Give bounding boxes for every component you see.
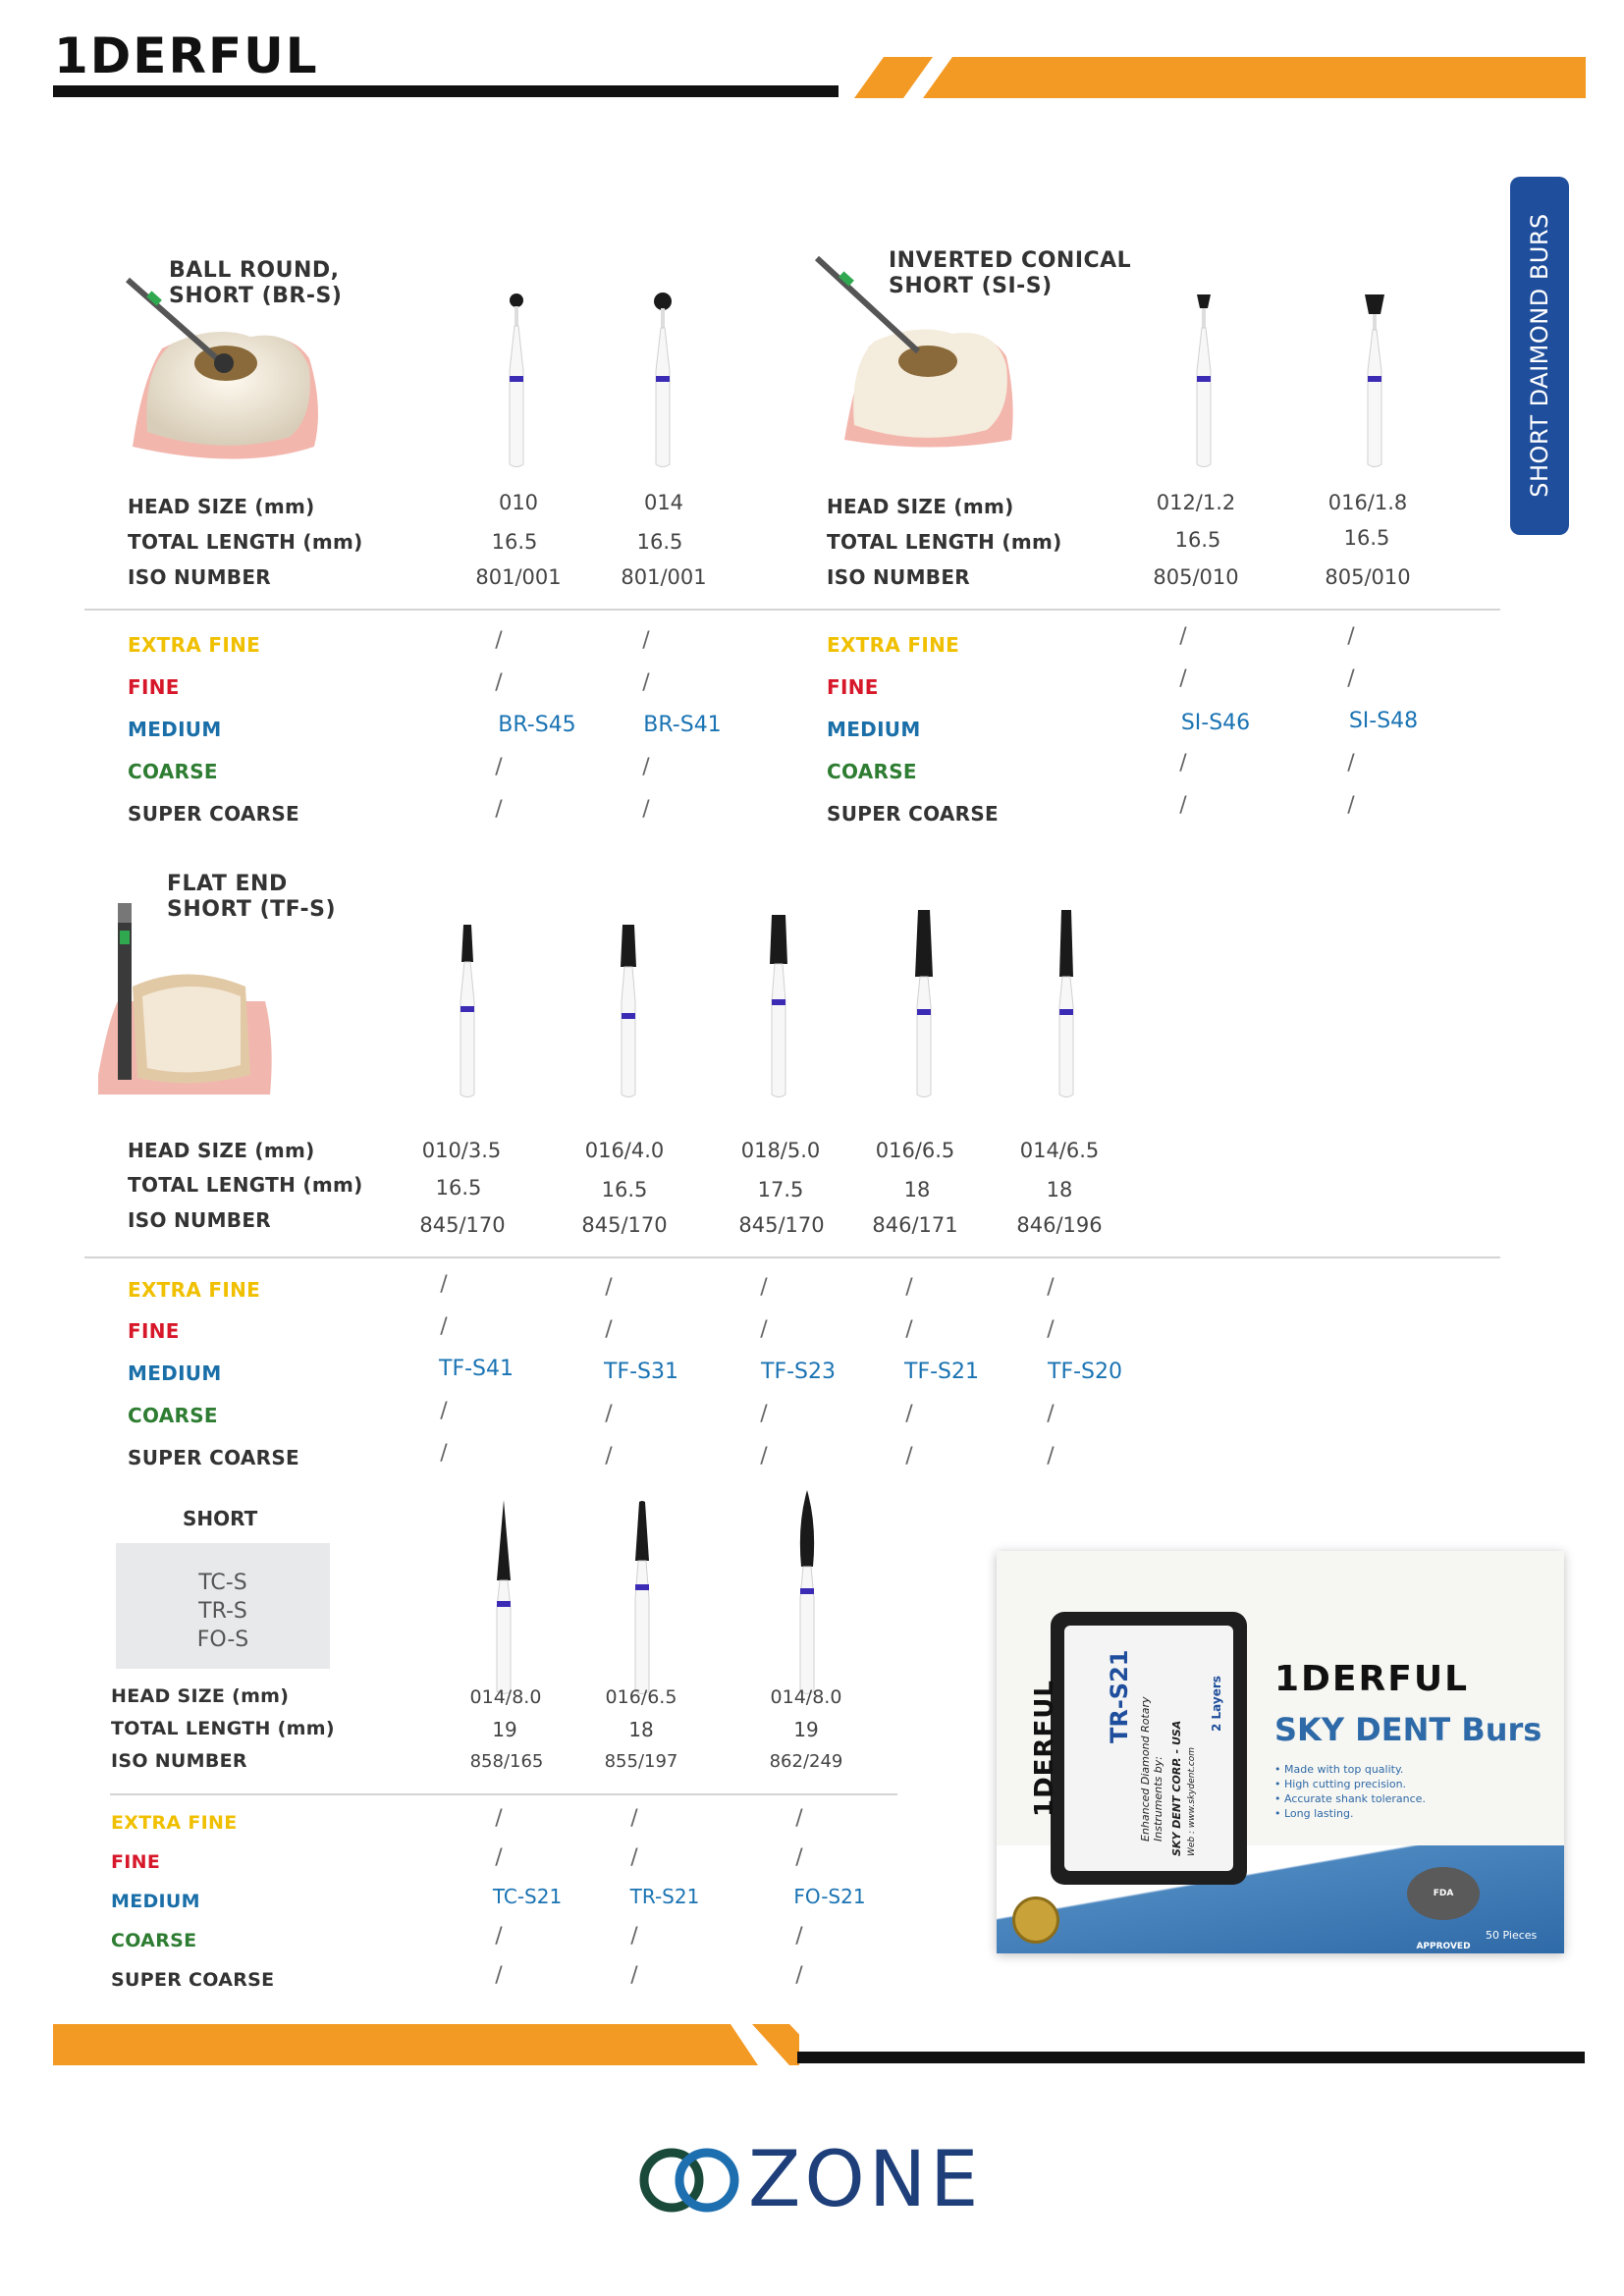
package-bullet-3: • Long lasting. [1274, 1807, 1354, 1820]
br-title-line1: BALL ROUND, [169, 258, 340, 283]
package-card-corp: SKY DENT CORP. - USA [1170, 1720, 1183, 1856]
si-ef-0: / [1179, 624, 1187, 649]
si-m-0: SI-S46 [1180, 711, 1251, 735]
bur-br-014 [643, 293, 682, 469]
misc-head-0: 014/8.0 [469, 1686, 542, 1708]
si-c-0: / [1179, 751, 1187, 775]
misc-length-2: 19 [793, 1718, 819, 1741]
misc-fine: FINE [111, 1851, 161, 1873]
br-head-0: 010 [498, 491, 539, 514]
misc-iso-0: 858/165 [469, 1751, 544, 1772]
tf-c-4: / [1047, 1402, 1055, 1426]
br-sc-0: / [495, 797, 503, 822]
misc-m-0: TC-S21 [492, 1885, 563, 1908]
package-card-brand: 1DERFUL [1030, 1680, 1059, 1817]
tf-c-2: / [760, 1402, 768, 1426]
tf-m-0: TF-S41 [439, 1357, 514, 1381]
misc-ef-1: / [630, 1806, 638, 1831]
misc-iso-1: 855/197 [604, 1751, 678, 1772]
package-flag-seal [1012, 1896, 1059, 1944]
si-head-1: 016/1.8 [1327, 491, 1408, 514]
tf-medium: MEDIUM [128, 1362, 222, 1385]
misc-label-head-size: HEAD SIZE (mm) [111, 1685, 290, 1707]
bur-si-016 [1355, 293, 1394, 469]
br-iso-0: 801/001 [475, 565, 562, 589]
br-title [169, 258, 342, 309]
tf-length-2: 17.5 [757, 1178, 804, 1201]
br-ef-1: / [642, 628, 650, 653]
tf-ef-2: / [760, 1275, 768, 1300]
tf-extra-fine: EXTRA FINE [128, 1278, 261, 1302]
tf-head-3: 016/6.5 [875, 1139, 955, 1162]
tf-f-1: / [605, 1317, 613, 1342]
tf-ef-1: / [605, 1275, 613, 1300]
si-title-line2: SHORT (SI-S) [889, 274, 1053, 298]
brand-logo-text: 1DERFUL [54, 27, 319, 84]
top-right-super-coarse: SUPER COARSE [827, 802, 1000, 826]
misc-ef-2: / [795, 1806, 803, 1831]
divider-bottom [110, 1793, 897, 1795]
tf-sc-2: / [760, 1444, 768, 1468]
package-brand: 1DERFUL [1274, 1659, 1470, 1699]
tf-label-iso: ISO NUMBER [128, 1208, 271, 1232]
tf-f-0: / [440, 1314, 448, 1339]
header-black-bar [53, 85, 839, 97]
misc-head-2: 014/8.0 [770, 1686, 842, 1708]
divider-top [84, 609, 1500, 611]
tf-ef-3: / [905, 1275, 913, 1300]
tf-c-3: / [905, 1402, 913, 1426]
tf-f-3: / [905, 1317, 913, 1342]
si-sc-1: / [1347, 793, 1355, 818]
si-label-head-size: HEAD SIZE (mm) [827, 495, 1014, 518]
package-card-layers: 2 Layers [1210, 1676, 1223, 1732]
package-card [1030, 1626, 1233, 1871]
bur-tf-016-65 [904, 908, 944, 1099]
misc-f-2: / [795, 1845, 803, 1870]
tf-sc-3: / [905, 1444, 913, 1468]
si-title-line1: INVERTED CONICAL [889, 248, 1132, 273]
si-f-0: / [1179, 667, 1187, 691]
tf-length-1: 16.5 [601, 1178, 648, 1201]
misc-title: SHORT [183, 1507, 258, 1530]
misc-extra-fine: EXTRA FINE [111, 1812, 238, 1834]
header-orange-stripes [844, 57, 1586, 98]
tf-f-2: / [760, 1317, 768, 1342]
tf-m-2: TF-S23 [761, 1360, 836, 1384]
misc-length-0: 19 [492, 1718, 517, 1741]
misc-c-2: / [795, 1924, 803, 1949]
package-fda-text: FDA APPROVED [1416, 1889, 1471, 1951]
product-package [997, 1551, 1564, 1953]
br-label-head-size: HEAD SIZE (mm) [128, 495, 315, 518]
tf-sc-4: / [1047, 1444, 1055, 1468]
package-card-desc: Enhanced Diamond Rotary Instruments by: [1139, 1696, 1164, 1842]
package-window [1030, 1612, 1247, 1885]
tf-iso-3: 846/171 [872, 1213, 958, 1237]
si-f-1: / [1347, 667, 1355, 691]
tf-c-1: / [605, 1402, 613, 1426]
br-m-1: BR-S41 [643, 713, 722, 737]
br-label-total-length: TOTAL LENGTH (mm) [128, 530, 363, 554]
tf-length-4: 18 [1046, 1178, 1073, 1201]
misc-head-1: 016/6.5 [605, 1686, 677, 1708]
misc-sc-0: / [495, 1963, 503, 1988]
misc-box-line-2: FO-S [196, 1628, 249, 1652]
misc-iso-2: 862/249 [769, 1751, 843, 1772]
bur-tr [623, 1500, 662, 1696]
br-m-0: BR-S45 [498, 713, 576, 737]
si-ef-1: / [1347, 624, 1355, 649]
si-label-total-length: TOTAL LENGTH (mm) [827, 530, 1062, 554]
bur-br-010 [497, 293, 536, 469]
tf-length-0: 16.5 [435, 1176, 482, 1200]
misc-code-box [116, 1543, 330, 1669]
package-bullet-1: • High cutting precision. [1274, 1778, 1407, 1790]
package-card-web: Web : www.skydent.com [1187, 1746, 1197, 1856]
si-length-1: 16.5 [1343, 526, 1390, 550]
misc-label-total-length: TOTAL LENGTH (mm) [111, 1718, 335, 1739]
misc-f-1: / [630, 1845, 638, 1870]
flat-end-illustration [98, 903, 275, 1095]
misc-medium: MEDIUM [111, 1891, 200, 1912]
bur-si-012 [1184, 293, 1223, 469]
bur-fo [787, 1490, 827, 1696]
misc-coarse: COARSE [111, 1930, 197, 1951]
misc-sc-1: / [630, 1963, 638, 1988]
br-label-iso: ISO NUMBER [128, 565, 271, 589]
br-c-0: / [495, 755, 503, 779]
bur-tf-014-65 [1047, 908, 1086, 1099]
misc-c-1: / [630, 1924, 638, 1949]
br-length-1: 16.5 [636, 530, 683, 554]
package-card-code: TR-S21 [1106, 1649, 1133, 1743]
tf-label-total-length: TOTAL LENGTH (mm) [128, 1173, 363, 1197]
br-sc-1: / [642, 797, 650, 822]
tf-super-coarse: SUPER COARSE [128, 1446, 300, 1469]
bur-tf-010 [448, 923, 487, 1099]
br-ef-0: / [495, 628, 503, 653]
br-f-0: / [495, 670, 503, 695]
si-head-0: 012/1.2 [1156, 491, 1236, 514]
top-left-fine: FINE [128, 675, 180, 699]
tf-head-1: 016/4.0 [584, 1139, 665, 1162]
tf-label-head-size: HEAD SIZE (mm) [128, 1139, 315, 1162]
misc-f-0: / [495, 1845, 503, 1870]
package-count: 50 Pieces [1486, 1929, 1538, 1942]
si-iso-0: 805/010 [1153, 565, 1239, 589]
misc-m-2: FO-S21 [793, 1885, 866, 1908]
tf-head-4: 014/6.5 [1019, 1139, 1100, 1162]
side-tab [1510, 177, 1569, 535]
si-label-iso: ISO NUMBER [827, 565, 970, 589]
top-right-coarse: COARSE [827, 760, 917, 783]
br-c-1: / [642, 755, 650, 779]
br-title-line2: SHORT (BR-S) [169, 284, 343, 308]
si-sc-0: / [1179, 793, 1187, 818]
misc-box-line-1: TR-S [198, 1599, 247, 1624]
tf-head-2: 018/5.0 [740, 1139, 821, 1162]
footer-black-bar [797, 2052, 1585, 2063]
misc-super-coarse: SUPER COARSE [111, 1969, 275, 1991]
tf-iso-4: 846/196 [1016, 1213, 1103, 1237]
si-length-0: 16.5 [1174, 528, 1221, 552]
misc-box-line-0: TC-S [198, 1571, 247, 1595]
tf-ef-4: / [1047, 1275, 1055, 1300]
tf-iso-0: 845/170 [419, 1213, 506, 1237]
package-bullets [1274, 1762, 1426, 1821]
side-tab-label: SHORT DAIMOND BURS [1526, 213, 1553, 498]
top-left-extra-fine: EXTRA FINE [128, 633, 261, 657]
si-iso-1: 805/010 [1325, 565, 1411, 589]
misc-ef-0: / [495, 1806, 503, 1831]
bur-tf-018 [759, 913, 798, 1099]
tf-m-1: TF-S31 [604, 1360, 678, 1384]
bur-tc [484, 1500, 523, 1696]
top-right-fine: FINE [827, 675, 879, 699]
br-f-1: / [642, 670, 650, 695]
br-length-0: 16.5 [491, 530, 538, 554]
package-fda-badge [1407, 1867, 1480, 1951]
brand-logo [54, 27, 319, 84]
tf-m-3: TF-S21 [904, 1360, 979, 1384]
tf-c-0: / [440, 1399, 448, 1423]
tf-coarse: COARSE [128, 1404, 218, 1427]
top-left-super-coarse: SUPER COARSE [128, 802, 300, 826]
tf-title-line2: SHORT (TF-S) [167, 897, 337, 922]
bur-tf-016 [609, 923, 648, 1099]
misc-m-1: TR-S21 [629, 1885, 700, 1908]
top-left-medium: MEDIUM [128, 718, 222, 741]
tf-head-0: 010/3.5 [421, 1139, 502, 1162]
tf-sc-0: / [440, 1441, 448, 1466]
footer-orange-stripes [53, 2024, 799, 2065]
footer-logo [638, 2136, 1001, 2224]
tf-length-3: 18 [903, 1178, 931, 1201]
br-head-1: 014 [643, 491, 684, 514]
footer-logo-zone: ZONE [748, 2136, 983, 2224]
si-m-1: SI-S48 [1348, 709, 1419, 733]
tf-fine: FINE [128, 1319, 180, 1343]
tf-ef-0: / [440, 1272, 448, 1297]
tf-title [167, 872, 336, 923]
misc-label-iso: ISO NUMBER [111, 1750, 247, 1772]
tf-sc-1: / [605, 1444, 613, 1468]
tf-m-4: TF-S20 [1048, 1360, 1122, 1384]
misc-length-1: 18 [628, 1718, 654, 1741]
tf-title-line1: FLAT END [167, 872, 288, 896]
package-title: SKY DENT Burs [1274, 1711, 1543, 1748]
divider-middle [84, 1256, 1500, 1258]
tf-f-4: / [1047, 1317, 1055, 1342]
si-title [889, 248, 1131, 299]
misc-c-0: / [495, 1924, 503, 1949]
misc-sc-2: / [795, 1963, 803, 1988]
top-right-extra-fine: EXTRA FINE [827, 633, 960, 657]
top-right-medium: MEDIUM [827, 718, 921, 741]
tf-iso-2: 845/170 [738, 1213, 825, 1237]
top-left-coarse: COARSE [128, 760, 218, 783]
tf-iso-1: 845/170 [581, 1213, 668, 1237]
si-c-1: / [1347, 751, 1355, 775]
br-iso-1: 801/001 [621, 565, 707, 589]
package-bullet-0: • Made with top quality. [1274, 1763, 1404, 1776]
package-bullet-2: • Accurate shank tolerance. [1274, 1792, 1426, 1805]
